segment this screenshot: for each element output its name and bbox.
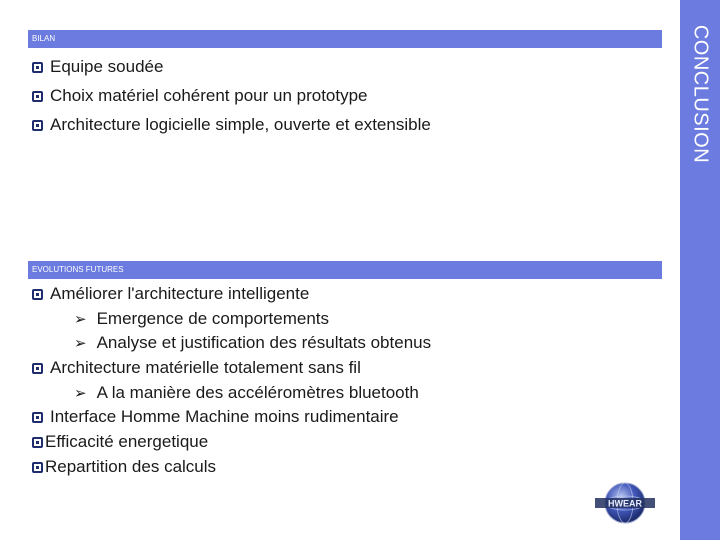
checkbox-bullet-icon (32, 412, 43, 423)
side-title: CONCLUSION (689, 24, 712, 164)
checkbox-bullet-icon (32, 91, 43, 102)
sub-list-item (32, 331, 431, 356)
checkbox-bullet-icon (32, 62, 43, 73)
checkbox-bullet-icon (32, 363, 43, 374)
bilan-list (32, 52, 431, 139)
arrow-bullet-icon: ➢ (74, 310, 87, 328)
list-item (32, 52, 431, 81)
sub-list-item (32, 381, 431, 406)
checkbox-bullet-icon (32, 289, 43, 300)
arrow-bullet-icon: ➢ (74, 335, 87, 353)
sub-list-item (32, 307, 431, 332)
checkbox-bullet-icon (32, 462, 43, 473)
list-item-text: Equipe soudée (50, 57, 164, 76)
list-item-text: Emergence de comportements (96, 308, 330, 328)
list-item-text: Améliorer l'architecture intelligente (50, 284, 310, 303)
list-item (32, 282, 431, 307)
checkbox-bullet-icon (32, 120, 43, 131)
list-item-text: Interface Homme Machine moins rudimentaire (50, 407, 399, 427)
list-item (32, 356, 431, 381)
list-item (32, 405, 431, 430)
list-item-text: Architecture matérielle totalement sans fil (50, 358, 361, 378)
list-item-text: Efficacité energetique (45, 432, 209, 452)
list-item (32, 455, 431, 480)
list-item-text: Architecture logicielle simple, ouverte et extensible (50, 115, 431, 134)
checkbox-bullet-icon (32, 437, 43, 448)
list-item (32, 81, 431, 110)
list-item-text: A la manière des accéléromètres bluetooth (96, 382, 419, 402)
list-item-text: Repartition des calculs (45, 456, 217, 476)
list-item-text: Analyse et justification des résultats obtenus (96, 333, 432, 353)
bilan-header: BILAN (28, 30, 662, 48)
list-item-text: Choix matériel cohérent pour un prototype (50, 86, 368, 105)
list-item (32, 430, 431, 455)
logo-text: HWEAR (608, 498, 642, 509)
list-item (32, 110, 431, 139)
evolutions-header: EVOLUTIONS FUTURES (28, 261, 662, 279)
arrow-bullet-icon: ➢ (74, 384, 87, 402)
evolutions-list (32, 282, 431, 480)
globe-logo-icon (592, 478, 658, 528)
